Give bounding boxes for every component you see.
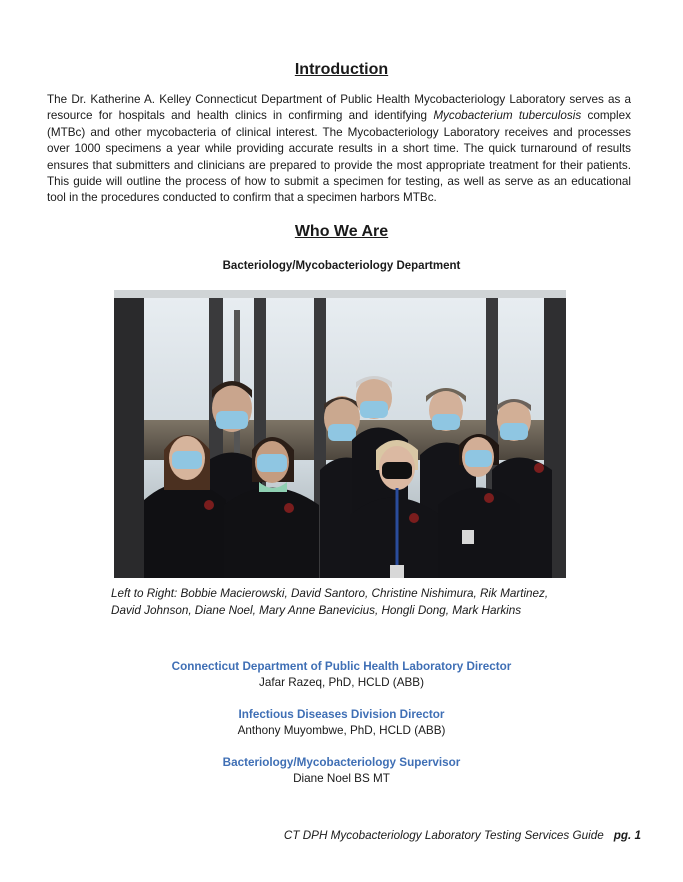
supervisor-title: Bacteriology/Mycobacteriology Supervisor xyxy=(222,756,461,769)
lab-director-title: Connecticut Department of Public Health Laboratory Director xyxy=(171,660,512,673)
team-photo xyxy=(114,290,566,578)
supervisor-name: Diane Noel BS MT xyxy=(293,772,390,785)
team-photo-illustration xyxy=(114,290,566,578)
intro-italic-term: Mycobacterium tuberculosis xyxy=(433,109,582,123)
footer-guide-title: CT DPH Mycobacteriology Laboratory Testing Services Guide xyxy=(283,829,604,842)
introduction-paragraph xyxy=(47,92,631,207)
intro-text-part-2: complex (MTBc) and other mycobacteria of clinical interest. The Mycobacteriology Laboratory receives and processes over 1000 specimens a year while providing accurate results in a short time. The quick turnaround of results ensures that submitters and clinicians are prepared to provide the most appropriate treatment for their patients. This guide will outline the process of how to submit a specimen for testing, as well as serve as an educational tool in the procedures conducted to confirm that a specimen harbors MTBc. xyxy=(47,109,631,205)
division-director-title: Infectious Diseases Division Director xyxy=(238,708,445,721)
division-director-name: Anthony Muyombwe, PhD, HCLD (ABB) xyxy=(237,724,446,737)
lab-director-name: Jafar Razeq, PhD, HCLD (ABB) xyxy=(259,676,424,689)
caption-line-1: Left to Right: Bobbie Macierowski, David Santoro, Christine Nishimura, Rik Martinez, xyxy=(111,587,549,600)
intro-text-part-1: The Dr. Katherine A. Kelley Connecticut Department of Public Health Mycobacteriology Laboratory serves as a resource for hospitals and health clinics in confirming and identifying xyxy=(47,93,631,123)
introduction-heading: Introduction xyxy=(294,61,389,78)
page-footer xyxy=(284,829,641,842)
who-we-are-heading: Who We Are xyxy=(294,223,389,240)
photo-caption xyxy=(111,586,591,619)
department-subheading: Bacteriology/Mycobacteriology Department xyxy=(222,260,461,272)
page-number: pg. 1 xyxy=(613,829,641,842)
caption-line-2: David Johnson, Diane Noel, Mary Anne Banevicius, Hongli Dong, Mark Harkins xyxy=(111,603,522,617)
